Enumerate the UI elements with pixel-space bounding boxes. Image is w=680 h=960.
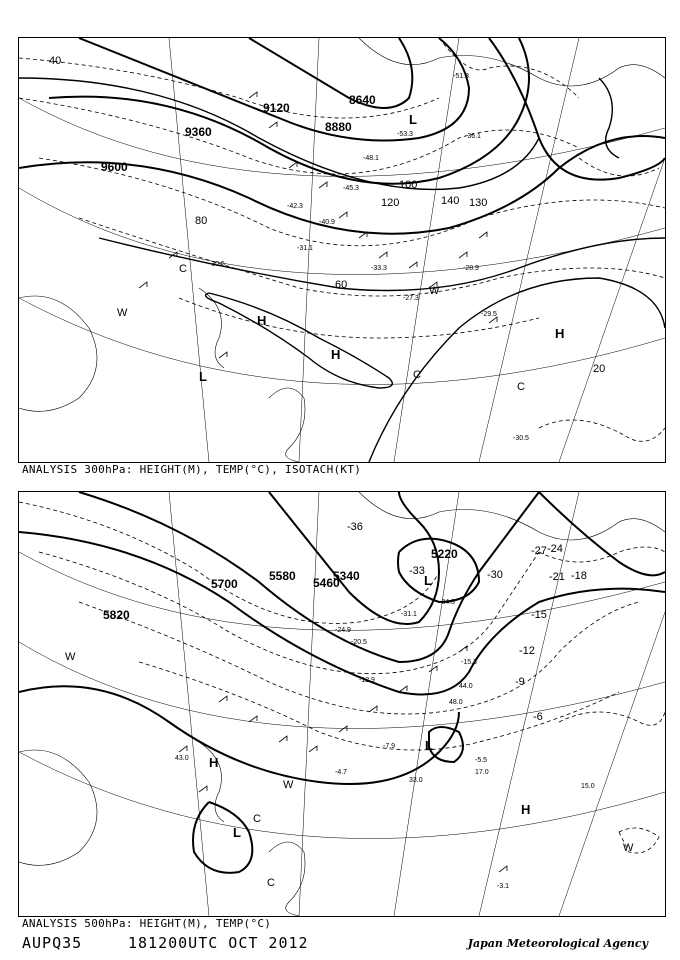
isotherm-label: -15 [531, 609, 547, 621]
isotach-label-80: 80 [195, 215, 208, 227]
height-contours [19, 38, 665, 234]
height-contours [19, 492, 665, 873]
issue-time: 181200UTC OCT 2012 [128, 934, 309, 952]
height-label-8640: 8640 [349, 93, 376, 107]
station-value: -4.7 [335, 769, 348, 776]
isotherm-label: -21 [549, 571, 565, 583]
isotach-label-60: 60 [335, 279, 348, 291]
height-label-8880: 8880 [325, 120, 352, 134]
station-value: -34.3 [439, 599, 455, 606]
isotherm-label: -36 [347, 521, 363, 533]
temp-value: -42.3 [287, 203, 303, 210]
temp-value: -51.3 [453, 73, 469, 80]
system-high-marker: H [257, 313, 267, 328]
graticule [19, 38, 665, 462]
station-value: 17.0 [475, 769, 489, 776]
station-value: 15.0 [581, 783, 595, 790]
height-label-9360: 9360 [185, 125, 212, 139]
cold-center-marker: C [413, 369, 421, 381]
height-label-5820: 5820 [103, 608, 130, 622]
isotach-label-40: 40 [49, 55, 62, 67]
temp-value: -40.9 [319, 219, 335, 226]
isotach-label-20: 20 [593, 363, 606, 375]
graticule [19, 492, 665, 916]
map-300hpa-canvas [19, 38, 665, 462]
station-value: -3.1 [497, 883, 510, 890]
temp-value: -28.9 [463, 265, 479, 272]
chart-identifier: AUPQ35 [22, 934, 83, 952]
isotach-label-120: 120 [381, 197, 400, 209]
system-high-marker: H [209, 755, 219, 770]
station-value: -15.3 [461, 659, 477, 666]
warm-center-marker: W [283, 779, 294, 791]
station-value: 48.0 [449, 699, 463, 706]
height-label-5220: 5220 [431, 547, 458, 561]
temp-value: -45.3 [343, 185, 359, 192]
isotherms [19, 502, 665, 853]
map-500hpa [18, 491, 666, 917]
system-low-marker: L [425, 738, 433, 753]
height-label-9120: 9120 [263, 101, 290, 115]
station-value: -20.5 [351, 639, 367, 646]
isotherm-label: -24 [547, 543, 563, 555]
agency-name: Japan Meteorological Agency [467, 937, 648, 950]
cold-center-marker: C [179, 263, 187, 275]
coastline [19, 38, 665, 462]
temp-value: -29.5 [481, 311, 497, 318]
isotherm-label: -9 [515, 676, 525, 688]
cold-center-marker: C [517, 381, 525, 393]
station-value: -7.9 [383, 743, 396, 750]
station-value: 33.0 [409, 777, 423, 784]
isotherm-label: -12 [519, 645, 535, 657]
system-high-marker: H [521, 802, 531, 817]
system-low-marker: L [233, 825, 241, 840]
system-low-marker: L [199, 369, 207, 384]
isotherm-label: -27 [531, 545, 547, 557]
temp-value: -36.1 [465, 133, 481, 140]
temp-value: -27.3 [403, 295, 419, 302]
system-low-marker: L [409, 112, 417, 127]
temp-value: -31.1 [297, 245, 313, 252]
cold-center-marker: C [267, 877, 275, 889]
warm-center-marker: W [65, 651, 76, 663]
height-label-5340: 5340 [333, 569, 360, 583]
cold-center-marker: C [253, 813, 261, 825]
warm-center-marker: W [623, 842, 634, 854]
warm-center-marker: W [429, 285, 440, 297]
station-value: -5.5 [475, 757, 488, 764]
height-label-5580: 5580 [269, 569, 296, 583]
system-low-marker: L [424, 573, 432, 588]
isotach-label-100: 100 [399, 179, 418, 191]
temp-value: -30.5 [209, 261, 225, 268]
station-value: -24.9 [335, 627, 351, 634]
height-label-5700: 5700 [211, 577, 238, 591]
system-high-marker: H [555, 326, 565, 341]
height-label-9600: 9600 [101, 160, 128, 174]
warm-center-marker: W [117, 307, 128, 319]
system-high-marker: H [331, 347, 341, 362]
station-value: -31.1 [401, 611, 417, 618]
isotach-label-130: 130 [469, 197, 488, 209]
isotach-contours [19, 78, 665, 462]
isotherm-label: -33 [409, 565, 425, 577]
caption-500hpa: ANALYSIS 500hPa: HEIGHT(M), TEMP(°C) [22, 917, 272, 930]
station-value: 44.0 [459, 683, 473, 690]
temp-value: -48.1 [363, 155, 379, 162]
isotach-label-140: 140 [441, 195, 460, 207]
map-300hpa [18, 37, 666, 463]
isotherm-label: -30 [487, 569, 503, 581]
station-value: 43.0 [175, 755, 189, 762]
coastline [19, 492, 665, 916]
station-value: -12.9 [359, 677, 375, 684]
height-label-5460: 5460 [313, 576, 340, 590]
isotherm-label: -6 [533, 711, 543, 723]
temp-value: -33.3 [371, 265, 387, 272]
temp-value: -30.5 [513, 435, 529, 442]
map-500hpa-canvas [19, 492, 665, 916]
caption-300hpa: ANALYSIS 300hPa: HEIGHT(M), TEMP(°C), ISOTACH(KT) [22, 463, 362, 476]
temp-value: -53.3 [397, 131, 413, 138]
isotherm-label: -18 [571, 570, 587, 582]
